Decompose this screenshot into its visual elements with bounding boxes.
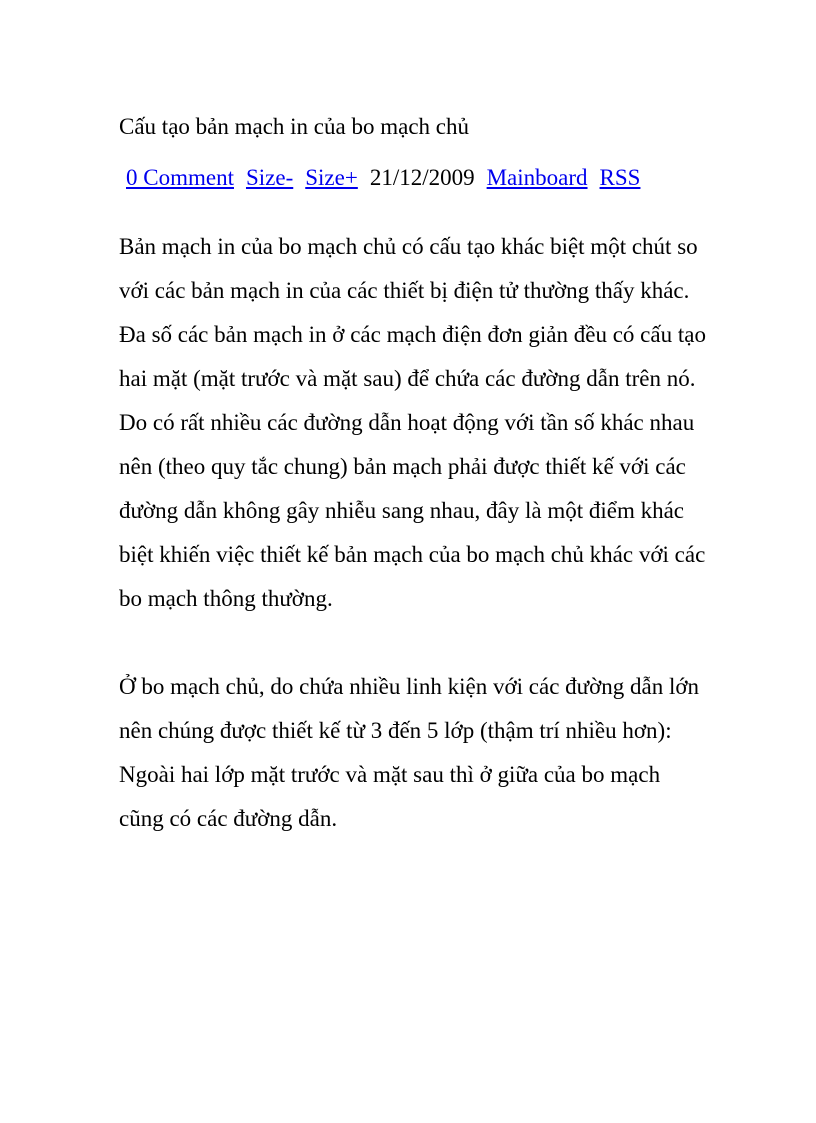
post-date: 21/12/2009 <box>369 165 475 190</box>
article-paragraph-1: Bản mạch in của bo mạch chủ có cấu tạo khác biệt một chút so với các bản mạch in của các thiết bị điện tử thường thấy khác. Đa số các bản mạch in ở các mạch điện đơn giản đều có cấu tạo hai mặt (mặt trước và mặt sau) để chứa các đường dẫn trên nó. Do có rất nhiều các đường dẫn hoạt động với tần số khác nhau nên (theo quy tắc chung) bản mạch phải được thiết kế với các đường dẫn không gây nhiễu sang nhau, đây là một điểm khác biệt khiến việc thiết kế bản mạch của bo mạch chủ khác với các bo mạch thông thường. <box>119 234 706 611</box>
article-title: Cấu tạo bản mạch in của bo mạch chủ <box>119 114 469 139</box>
size-increase-link[interactable]: Size+ <box>305 165 358 190</box>
article-body <box>119 225 709 841</box>
article-meta-bar <box>126 163 640 193</box>
comments-link[interactable]: 0 Comment <box>126 165 234 190</box>
size-decrease-link[interactable]: Size- <box>245 165 294 190</box>
article-paragraph-2: Ở bo mạch chủ, do chứa nhiều linh kiện với các đường dẫn lớn nên chúng được thiết kế từ 3 đến 5 lớp (thậm trí nhiều hơn): Ngoài hai lớp mặt trước và mặt sau thì ở giữa của bo mạch cũng có các đường dẫn. <box>119 674 700 831</box>
rss-link[interactable]: RSS <box>599 165 641 190</box>
category-link[interactable]: Mainboard <box>486 165 588 190</box>
